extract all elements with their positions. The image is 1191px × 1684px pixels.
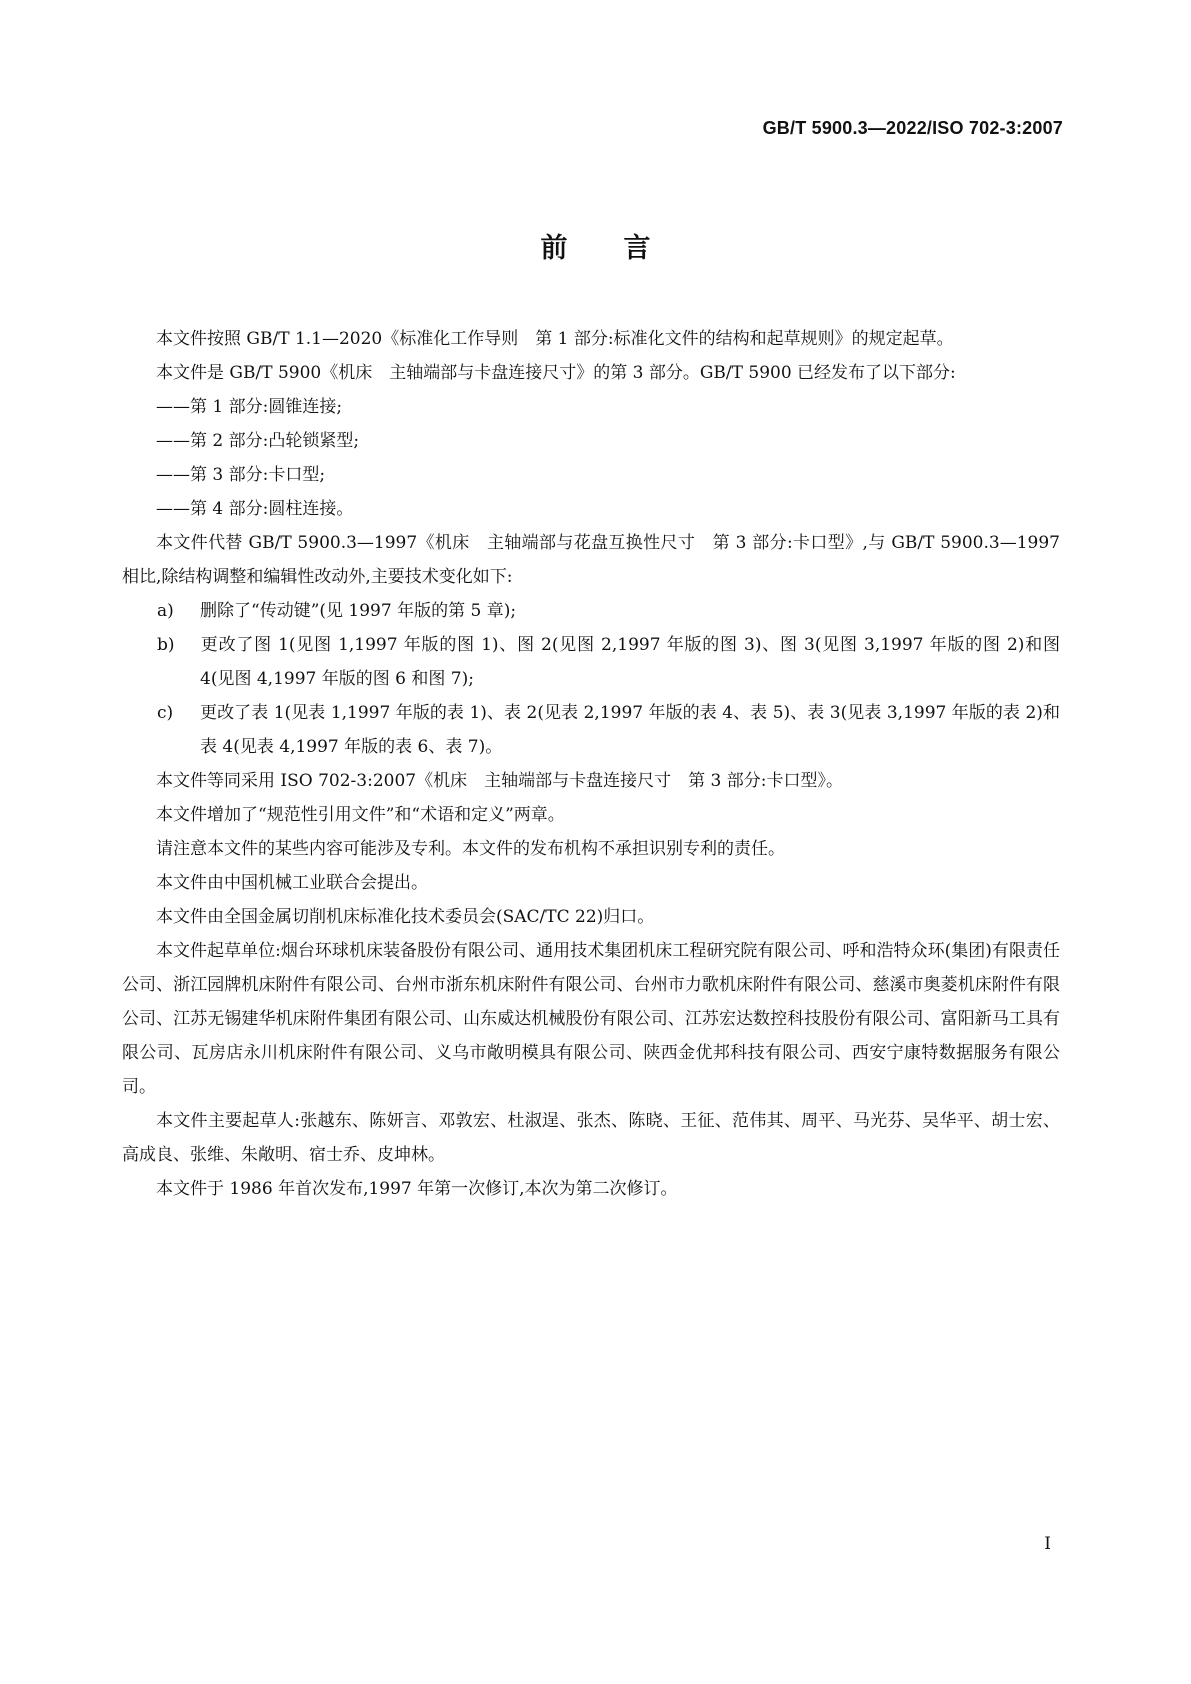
- change-label-a: a): [157, 601, 174, 621]
- change-item-b: [122, 628, 1060, 696]
- paragraph-history: 本文件于 1986 年首次发布,1997 年第一次修订,本次为第二次修订。: [156, 1179, 678, 1199]
- change-text-b: 更改了图 1(见图 1,1997 年版的图 1)、图 2(见图 2,1997 年版的图 3)、图 3(见图 3,1997 年版的图 2)和图 4(见图 4,1997 年版的图 6 和图 7);: [200, 635, 1060, 689]
- paragraph-proposer: 本文件由中国机械工业联合会提出。: [156, 873, 428, 893]
- change-text-c: 更改了表 1(见表 1,1997 年版的表 1)、表 2(见表 2,1997 年版的表 4、表 5)、表 3(见表 3,1997 年版的表 2)和表 4(见表 4,1997 年版的表 6、表 7)。: [200, 703, 1060, 757]
- paragraph-patent-notice: 请注意本文件的某些内容可能涉及专利。本文件的发布机构不承担识别专利的责任。: [156, 839, 785, 859]
- page-title: [0, 226, 1191, 265]
- standard-code-header: GB/T 5900.3—2022/ISO 702-3:2007: [762, 118, 1063, 138]
- change-item-c: [122, 696, 1060, 764]
- paragraph-drafting-rules: 本文件按照 GB/T 1.1—2020《标准化工作导则 第 1 部分:标准化文件的结构和起草规则》的规定起草。: [156, 329, 954, 349]
- title-char-1: 前: [540, 233, 568, 264]
- change-label-c: c): [157, 703, 174, 723]
- change-item-a: [122, 594, 1060, 628]
- paragraph-added-chapters: 本文件增加了“规范性引用文件”和“术语和定义”两章。: [156, 805, 565, 825]
- page-number: I: [1044, 1534, 1051, 1554]
- paragraph-series-parts: 本文件是 GB/T 5900《机床 主轴端部与卡盘连接尺寸》的第 3 部分。GB/T 5900 已经发布了以下部分:: [156, 363, 956, 383]
- title-char-2: 言: [623, 233, 651, 264]
- change-label-b: b): [157, 635, 175, 655]
- list-item-part-2: ——第 2 部分:凸轮锁紧型;: [156, 431, 360, 451]
- paragraph-iso-adoption: 本文件等同采用 ISO 702-3:2007《机床 主轴端部与卡盘连接尺寸 第 3 部分:卡口型》。: [156, 771, 843, 791]
- paragraph-replaces: 本文件代替 GB/T 5900.3—1997《机床 主轴端部与花盘互换性尺寸 第 3 部分:卡口型》,与 GB/T 5900.3—1997 相比,除结构调整和编辑性改动外,主要技术变化如下:: [122, 533, 1060, 587]
- paragraph-drafters: 本文件主要起草人:张越东、陈妍言、邓敦宏、杜淑逞、张杰、陈晓、王征、范伟其、周平、马光芬、吴华平、胡士宏、高成良、张维、朱敞明、宿士乔、皮坤林。: [122, 1111, 1060, 1165]
- list-item-part-3: ——第 3 部分:卡口型;: [156, 465, 326, 485]
- paragraph-drafting-units: 本文件起草单位:烟台环球机床装备股份有限公司、通用技术集团机床工程研究院有限公司、呼和浩特众环(集团)有限责任公司、浙江园牌机床附件有限公司、台州市浙东机床附件有限公司、台州市力歌机床附件有限公司、慈溪市奥菱机床附件有限公司、江苏无锡建华机床附件集团有限公司、山东威达机械股份有限公司、江苏宏达数控科技股份有限公司、富阳新马工具有限公司、瓦房店永川机床附件有限公司、义乌市敞明模具有限公司、陕西金优邦科技有限公司、西安宁康特数据服务有限公司。: [122, 941, 1060, 1097]
- list-item-part-1: ——第 1 部分:圆锥连接;: [156, 397, 343, 417]
- list-item-part-4: ——第 4 部分:圆柱连接。: [156, 499, 354, 519]
- change-text-a: 删除了“传动键”(见 1997 年版的第 5 章);: [200, 601, 517, 621]
- paragraph-committee: 本文件由全国金属切削机床标准化技术委员会(SAC/TC 22)归口。: [156, 907, 655, 927]
- foreword-body: [122, 322, 1060, 1206]
